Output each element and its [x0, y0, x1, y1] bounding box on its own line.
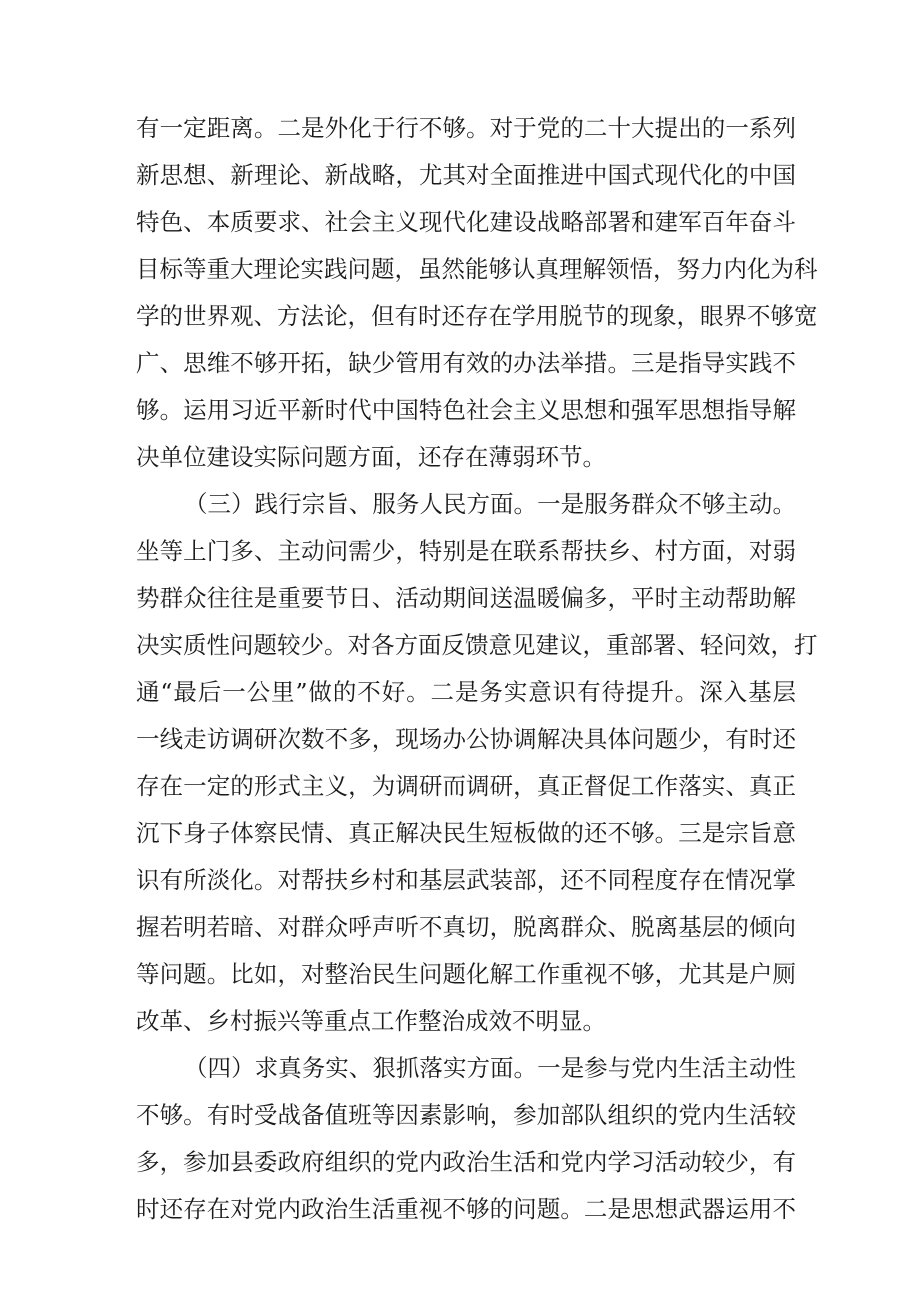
text-line: 决实质性问题较少。对各方面反馈意见建议，重部署、轻问效，打: [136, 631, 818, 659]
text-line: 通“最后一公里”做的不好。二是务实意识有待提升。深入基层: [136, 678, 796, 706]
text-line: 新思想、新理论、新战略，尤其对全面推进中国式现代化的中国: [136, 161, 796, 189]
text-line: 识有所淡化。对帮扶乡村和基层武装部，还不同程度存在情况掌: [136, 866, 796, 894]
text-line: 沉下身子体察民情、真正解决民生短板做的还不够。三是宗旨意: [136, 819, 796, 847]
text-line: 目标等重大理论实践问题，虽然能够认真理解领悟，努力内化为科: [136, 255, 818, 283]
section-heading-line: （三）践行宗旨、服务人民方面。一是服务群众不够主动。: [184, 490, 796, 518]
text-line: 存在一定的形式主义，为调研而调研，真正督促工作落实、真正: [136, 772, 796, 800]
text-line: 广、思维不够开拓，缺少管用有效的办法举措。三是指导实践不: [136, 349, 796, 377]
text-line: 有一定距离。二是外化于行不够。对于党的二十大提出的一系列: [136, 114, 796, 142]
text-line: 不够。有时受战备值班等因素影响，参加部队组织的党内生活较: [136, 1101, 796, 1129]
text-line: 时还存在对党内政治生活重视不够的问题。二是思想武器运用不: [136, 1195, 796, 1223]
text-line: 特色、本质要求、社会主义现代化建设战略部署和建军百年奋斗: [136, 208, 796, 236]
text-line: 等问题。比如，对整治民生问题化解工作重视不够，尤其是户厕: [136, 960, 796, 988]
text-line: 坐等上门多、主动问需少，特别是在联系帮扶乡、村方面，对弱: [136, 537, 796, 565]
text-line: 学的世界观、方法论，但有时还存在学用脱节的现象，眼界不够宽: [136, 302, 818, 330]
text-line: 多，参加县委政府组织的党内政治生活和党内学习活动较少，有: [136, 1148, 796, 1176]
text-line: 一线走访调研次数不多，现场办公协调解决具体问题少，有时还: [136, 725, 796, 753]
text-line: 改革、乡村振兴等重点工作整治成效不明显。: [136, 1007, 606, 1035]
text-line: 决单位建设实际问题方面，还存在薄弱环节。: [136, 443, 606, 471]
text-line: 势群众往往是重要节日、活动期间送温暖偏多，平时主动帮助解: [136, 584, 796, 612]
section-heading-line: （四）求真务实、狠抓落实方面。一是参与党内生活主动性: [184, 1054, 796, 1082]
text-line: 够。运用习近平新时代中国特色社会主义思想和强军思想指导解: [136, 396, 796, 424]
text-line: 握若明若暗、对群众呼声听不真切，脱离群众、脱离基层的倾向: [136, 913, 796, 941]
